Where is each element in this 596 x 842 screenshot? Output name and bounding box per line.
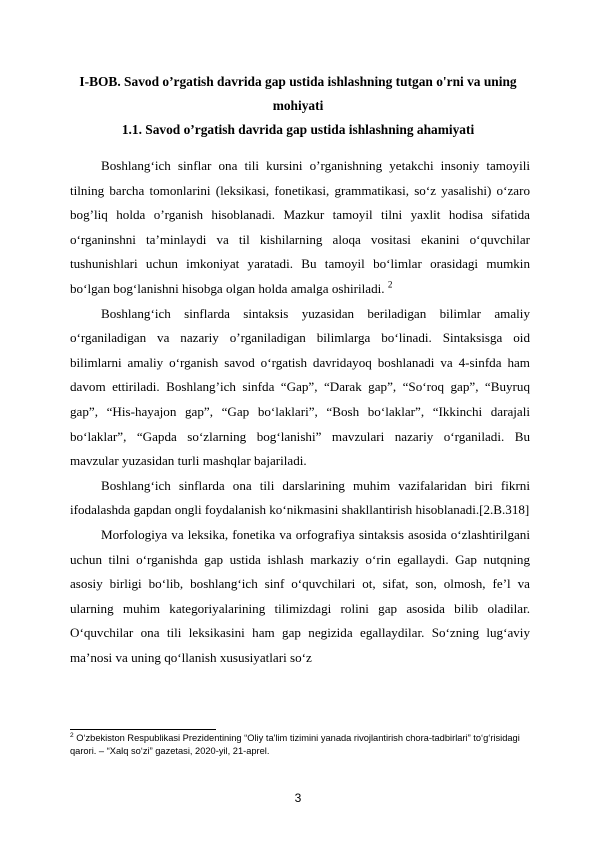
page-number: 3 — [294, 791, 302, 805]
section-title: 1.1. Savod o’rgatish davrida gap ustida ishlashning ahamiyati — [121, 122, 475, 137]
paragraph: Boshlang‘ich sinflarda ona tili darslarining muhim vazifalaridan biri fikrni ifodalashda gapdan ongli foydalanish ko‘nikmasini shakllantirish hisoblanadi.[2.B.318] — [70, 477, 530, 518]
footnote-reference: 2 — [387, 279, 393, 290]
paragraph — [70, 154, 530, 302]
footnote-marker: 2 — [70, 731, 74, 739]
footnote — [70, 732, 530, 757]
paragraph: Boshlang‘ich sinflarda sintaksis yuzasidan beriladigan bilimlar amaliy o‘rganiladigan va nazariy o’rganiladigan bilimlarga bo‘linadi. Sintaksisga oid bilimlarni amaliy o‘rganish savod o‘rgatish davridayoq boshlanadi va 4-sinfda ham davom ettiriladi. Boshlang’ich sinfda “Gap”, “Darak gap”, “So‘roq gap”, “Buyruq gap”, “His-hayajon gap”, “Gap bo‘laklari”, “Bosh bo‘laklar”, “Ikkinchi darajali bo‘laklar”, “Gapda so‘zlarning bog‘lanishi” mavzulari nazariy o‘rganiladi. Bu mavzular yuzasidan turli mashqlar bajariladi. — [70, 305, 530, 469]
chapter-title: I-BOB. Savod o’rgatish davrida gap ustida ishlashning tutgan o'rni va uning mohiyati — [79, 74, 517, 113]
paragraph: Morfologiya va leksika, fonetika va orfografiya sintaksis asosida o‘zlashtirilgani uchun tilni o‘rganishda gap ustida ishlash markaziy o‘rin egallaydi. Gap nutqning asosiy birligi bo‘lib, boshlang‘ich sinf o‘quvchilari ot, sifat, son, olmosh, fe’l va ularning muhim kategoriyalarining tilimizdagi rolini gap asosida bilib oladilar. O‘quvchilar ona tili leksikasini ham gap negizida egallaydilar. So‘zning lug‘aviy ma’nosi va uning qo‘llanish xususiyatlari so‘z — [70, 526, 530, 665]
footnote-text: O‘zbekiston Respublikasi Prezidentining “Oliy ta'lim tizimini yanada rivojlantirish chora-tadbirlari” to‘g‘risidagi qarori. – “Xalq so‘zi” gazetasi, 2020-yil, 21-aprel. — [70, 733, 520, 756]
footnote-divider — [70, 729, 216, 730]
body-text — [70, 154, 530, 670]
paragraph-text: Boshlang‘ich sinflar ona tili kursini o’rganishning yetakchi insoniy tamoyili tilning barcha tomonlarini (leksikasi, fonetikasi, grammatikasi, so‘z yasalishi) o‘zaro bog’liq holda o’rganish hisoblanadi. Mazkur tamoyil tilni yaxlit hodisa sifatida o‘rganinshni ta’minlaydi va til kishilarning aloqa vositasi ekanini o‘quvchilar tushunishlari uchun imkoniyat yaratadi. Bu tamoyil bo‘limlar orasidagi mumkin bo‘lgan bog‘lanishni hisobga olgan holda amalga oshiriladi. — [70, 158, 530, 296]
